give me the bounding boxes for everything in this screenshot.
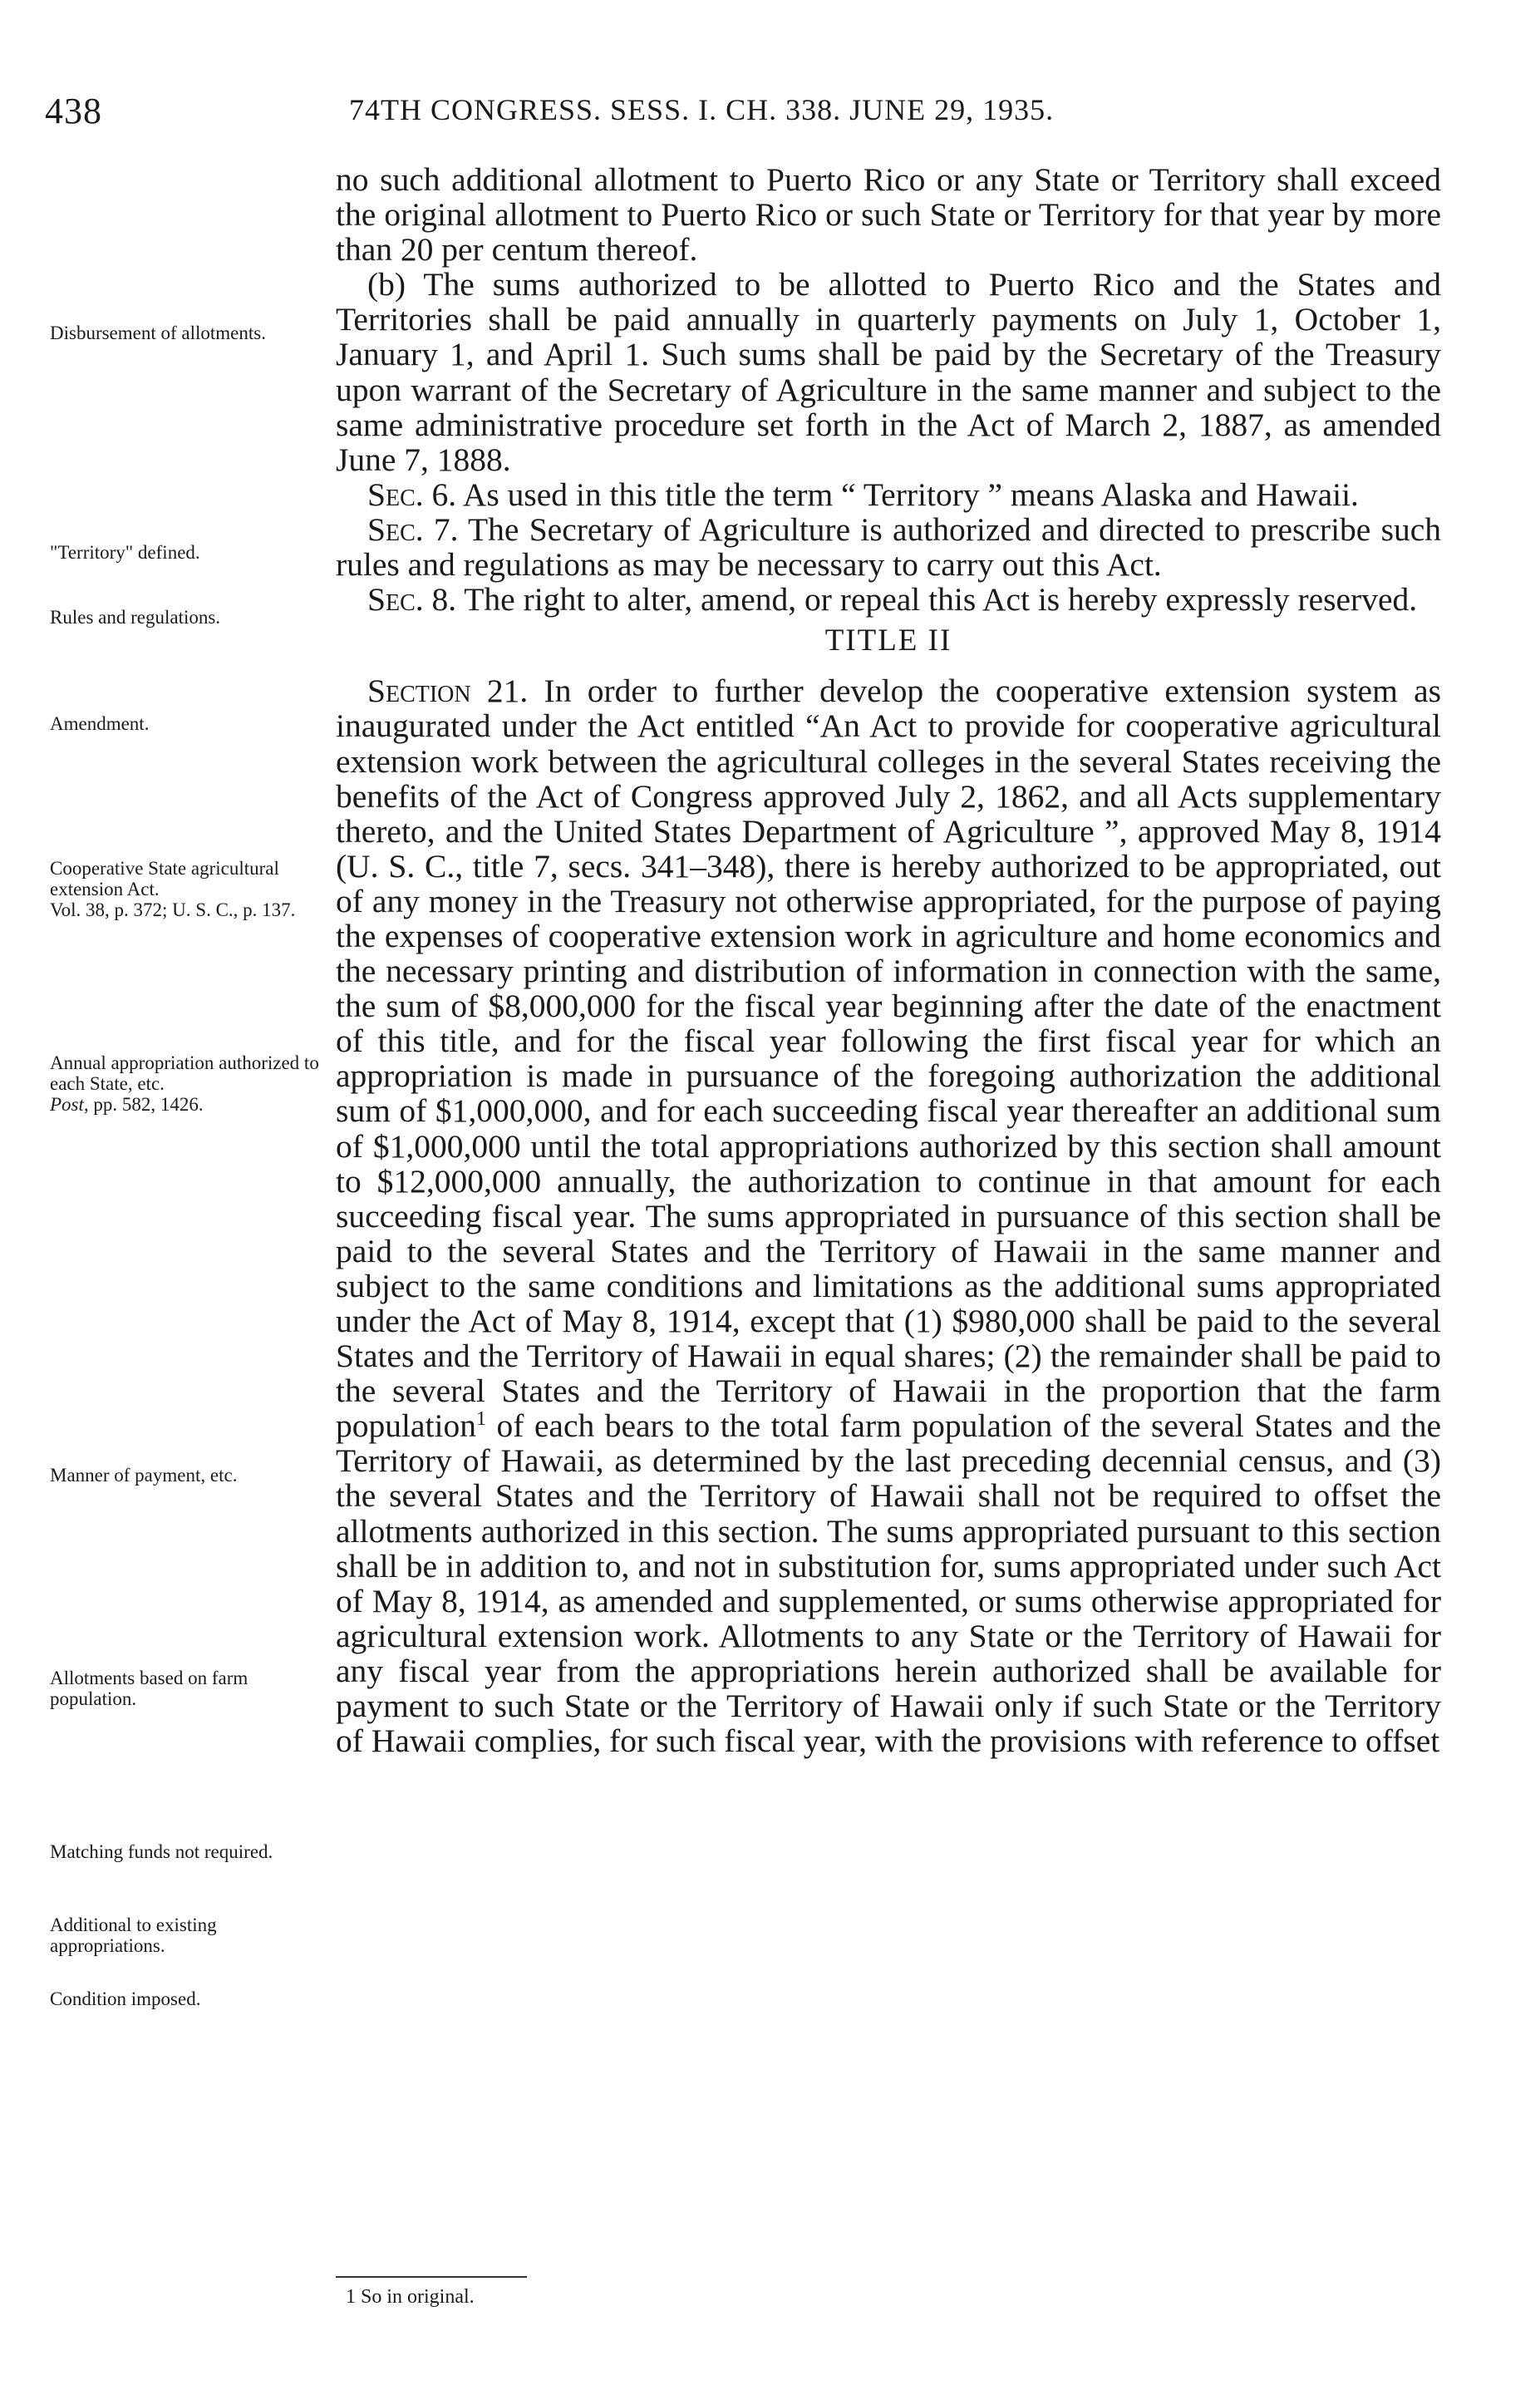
margin-note-annual: [50, 1052, 320, 1115]
sec-6-label: Sec. 6.: [367, 476, 457, 513]
margin-note-annual-text: Annual appropriation authorized to each State, etc.: [50, 1052, 319, 1094]
paragraph-section-21: [336, 673, 1441, 1758]
margin-note-territory-defined: "Territory" defined.: [50, 542, 200, 563]
title-heading: TITLE II: [824, 623, 952, 658]
margin-note-disbursement: Disbursement of allotments.: [50, 323, 266, 343]
margin-note-manner: Manner of payment, etc.: [50, 1465, 238, 1486]
paragraph-continuation: no such additional allotment to Puerto Rico or any State or Territory shall exceed the original allotment to Puerto Rico or such State or Territory for that year by more than 20 per centum thereof.: [336, 161, 1441, 269]
paragraph-sec-7: [336, 512, 1441, 582]
margin-note-vol-ref: Vol. 38, p. 372; U. S. C., p. 137.: [50, 899, 296, 920]
margin-note-condition: Condition imposed.: [50, 1988, 201, 2009]
sec-7-label: Sec. 7.: [367, 510, 459, 548]
sec-8-text: The right to alter, amend, or repeal this Act is hereby expressly reserved.: [464, 581, 1418, 618]
section-21-part-2: of each bears to the total farm population of the several States and the Territory of Hawaii, as determined by the last preceding decennial census, and (3) the several States and the Territory of Hawaii shall not be required to offset the allotments authorized in this section. The sums appropriated pursuant to this section shall be in addition to, and not in substitution for, sums appropriated under such Act of May 8, 1914, as amended and supplemented, or sums otherwise appropriated for agricultural extension work. Allotments to any State or the Territory of Hawaii for any fiscal year from the appropriations herein authorized shall be available for payment to such State or the Territory of Hawaii only if such State or the Territory of Hawaii complies, for such fiscal year, with the provisions with reference to offset: [336, 1407, 1441, 1760]
margin-note-cooperative-text: Cooperative State agricultural extension Act.: [50, 858, 279, 899]
running-head: 74TH CONGRESS. SESS. I. CH. 338. JUNE 29, 1935.: [349, 93, 1055, 126]
sec-8-label: Sec. 8.: [367, 581, 457, 618]
section-21-label: Section 21.: [367, 673, 529, 710]
footnote: 1 So in original.: [346, 2286, 475, 2308]
sec-6-text: As used in this title the term “ Territory ” means Alaska and Hawaii.: [462, 476, 1359, 513]
footnote-marker: 1: [475, 1408, 486, 1431]
margin-note-matching: Matching funds not required.: [50, 1841, 273, 1862]
margin-note-post-ref: [50, 1094, 320, 1115]
margin-note-allotments-based: Allotments based on farm population.: [50, 1668, 248, 1709]
page-number: 438: [45, 91, 102, 131]
margin-note-post-pages: pp. 582, 1426.: [93, 1094, 204, 1115]
paragraph-sec-6: [336, 477, 1441, 512]
margin-note-additional: Additional to existing appropriations.: [50, 1914, 217, 1956]
paragraph-sec-8: [336, 582, 1441, 617]
margin-note-rules: Rules and regulations.: [50, 607, 221, 628]
margin-note-amendment: Amendment.: [50, 713, 150, 734]
body-text: [336, 162, 1441, 1758]
margin-note-post-label: Post,: [50, 1094, 89, 1115]
section-21-part-1: In order to further develop the cooperative extension system as inaugurated under the Act entitled “An Act to provide for cooperative agricultural extension work between the agricultural colleges in the several States receiving the benefits of the Act of Congress approved July 2, 1862, and all Acts supplementary thereto, and the United States Department of Agriculture ”, approved May 8, 1914 (U. S. C., title 7, secs. 341–348), there is hereby authorized to be appropriated, out of any money in the Treasury not otherwise appropriated, for the purpose of paying the expenses of cooperative extension work in agriculture and home economics and the necessary printing and distribution of information in connection with the same, the sum of $8,000,000 for the fiscal year beginning after the date of the enactment of this title, and for the fiscal year following the first fiscal year for which an appropriation is made in pursuance of the foregoing authorization the additional sum of $1,000,000, and for each succeeding fiscal year thereafter an additional sum of $1,000,000 until the total appropriations authorized by this section shall amount to $12,000,000 annually, the authorization to continue in that amount for each succeeding fiscal year. The sums appropriated in pursuance of this section shall be paid to the several States and the Territory of Hawaii in the same manner and subject to the same conditions and limitations as the additional sums appropriated under the Act of May 8, 1914, except that (1) $980,000 shall be paid to the several States and the Territory of Hawaii in equal shares; (2) the remainder shall be paid to the several States and the Territory of Hawaii in the proportion that the farm population: [336, 673, 1441, 1445]
paragraph-subsection-b: (b) The sums authorized to be allotted to Puerto Rico and the States and Territories shall be paid annually in quarterly payments on July 1, October 1, January 1, and April 1. Such sums shall be paid by the Secretary of the Treasury upon warrant of the Secretary of Agriculture in the same manner and subject to the same administrative procedure set forth in the Act of March 2, 1887, as amended June 7, 1888.: [336, 266, 1441, 478]
footnote-rule: [336, 2276, 527, 2278]
margin-note-cooperative: [50, 858, 320, 920]
sec-7-text: The Secretary of Agriculture is authorized and directed to prescribe such rules and regulations as may be necessary to carry out this Act.: [336, 510, 1441, 584]
